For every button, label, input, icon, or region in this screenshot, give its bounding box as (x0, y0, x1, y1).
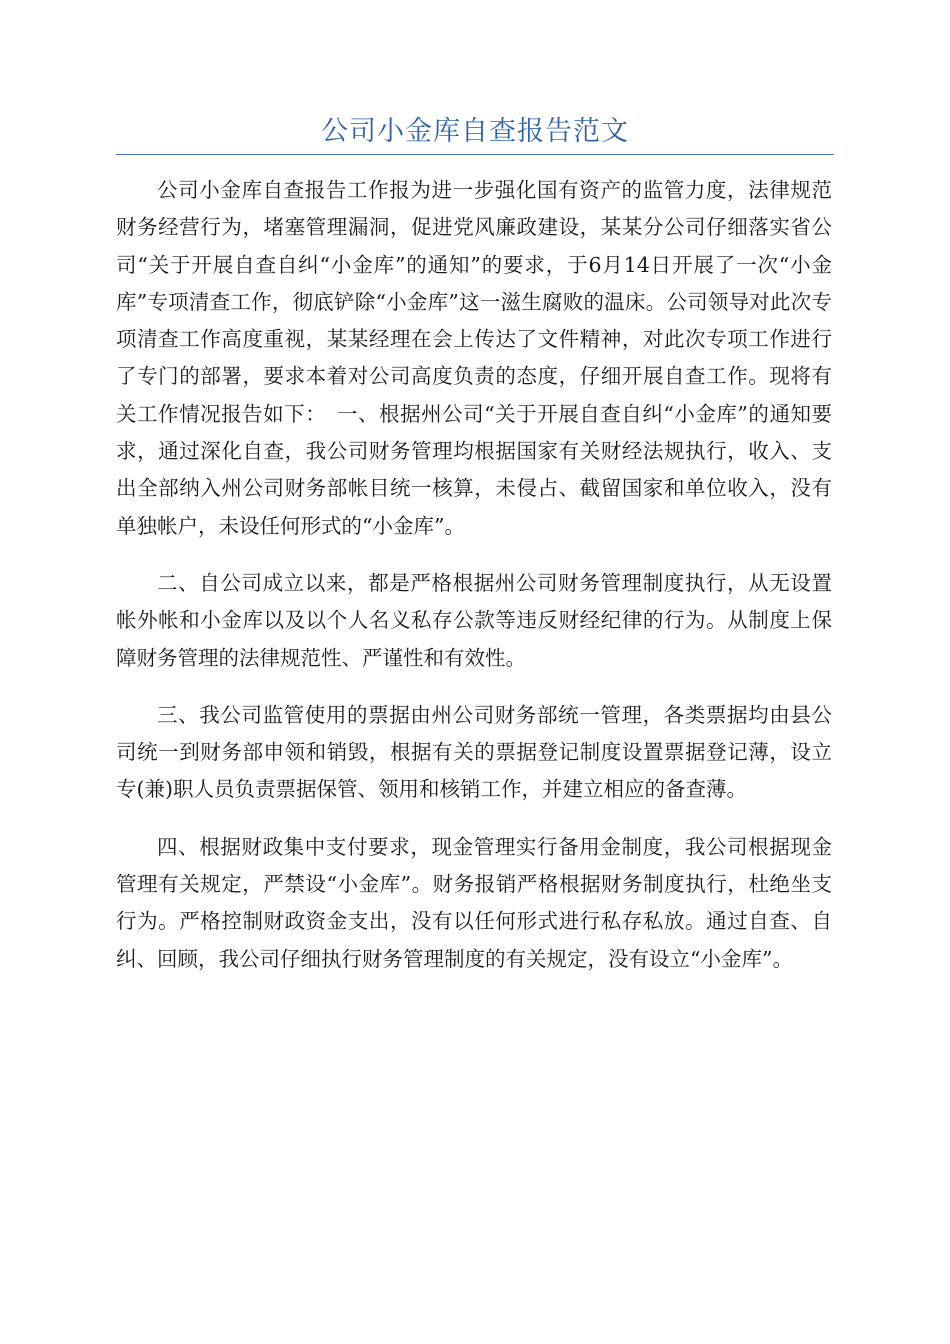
paragraph-3: 三、我公司监管使用的票据由州公司财务部统一管理，各类票据均由县公司统一到财务部申领和销毁，根据有关的票据登记制度设置票据登记薄，设立专(兼)职人员负责票据保管、领用和核销工作，并建立相应的备查薄。 (116, 702, 832, 802)
document-body (116, 172, 832, 998)
title-underline (116, 154, 834, 155)
document-title: 公司小金库自查报告范文 (321, 116, 629, 147)
paragraph-2: 二、自公司成立以来，都是严格根据州公司财务管理制度执行，从无设置帐外帐和小金库以及以个人名义私存公款等违反财经纪律的行为。从制度上保障财务管理的法律规范性、严谨性和有效性。 (116, 570, 832, 670)
paragraph-4: 四、根据财政集中支付要求，现金管理实行备用金制度，我公司根据现金管理有关规定，严禁设“小金库”。财务报销严格根据财务制度执行，杜绝坐支行为。严格控制财政资金支出，没有以任何形式进行私存私放。通过自查、自纠、回顾，我公司仔细执行财务管理制度的有关规定，没有设立“小金库”。 (116, 834, 832, 971)
paragraph-1: 公司小金库自查报告工作报为进一步强化国有资产的监管力度，法律规范财务经营行为，堵塞管理漏洞，促进党风廉政建设，某某分公司仔细落实省公司“关于开展自查自纠“小金库”的通知”的要求，于6月14日开展了一次“小金库”专项清查工作，彻底铲除“小金库”这一滋生腐败的温床。公司领导对此次专项清查工作高度重视，某某经理在会上传达了文件精神，对此次专项工作进行了专门的部署，要求本着对公司高度负责的态度，仔细开展自查工作。现将有关工作情况报告如下： 一、根据州公司“关于开展自查自纠“小金库”的通知要求，通过深化自查，我公司财务管理均根据国家有关财经法规执行，收入、支出全部纳入州公司财务部帐目统一核算，未侵占、截留国家和单位收入，没有单独帐户，未设任何形式的“小金库”。 (116, 178, 832, 538)
